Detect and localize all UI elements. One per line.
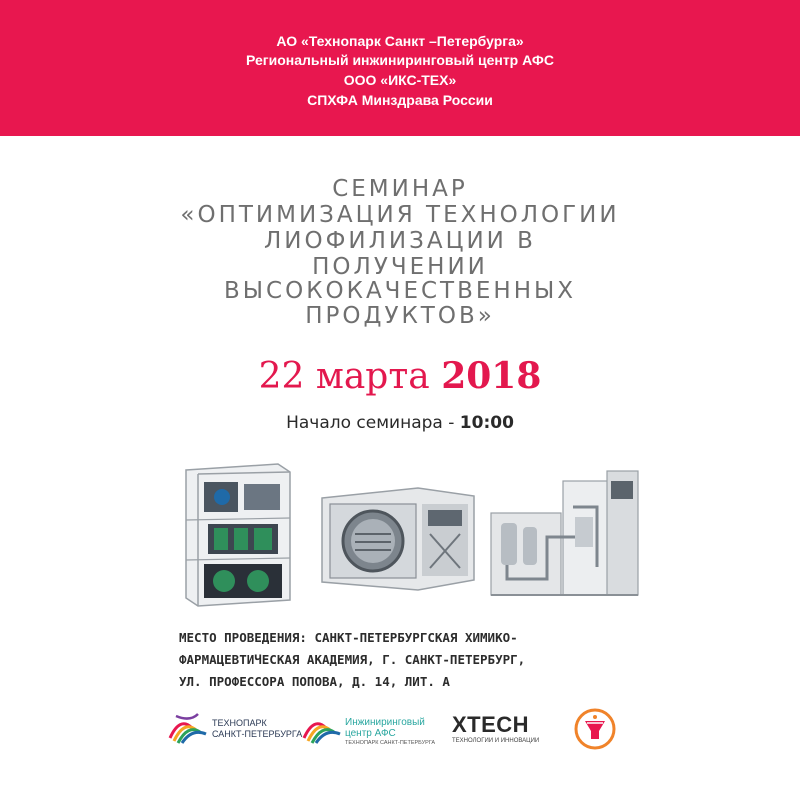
org-line: Региональный инжиниринговый центр АФС [246, 52, 554, 68]
xtech-tagline: ТЕХНОЛОГИИ И ИННОВАЦИИ [452, 738, 540, 744]
freeze-dryer-unit-icon [178, 460, 298, 610]
logo-text-line: ТЕХНОПАРК САНКТ-ПЕТЕРБУРГА [345, 740, 436, 746]
title-line: ВЫСОКОКАЧЕСТВЕННЫХ [223, 278, 577, 304]
org-line: ООО «ИКС-ТЕХ» [343, 72, 457, 88]
venue-line: ФАРМАЦЕВТИЧЕСКАЯ АКАДЕМИЯ, Г. САНКТ-ПЕТЕРБУРГ, [179, 652, 526, 667]
logo-text-line: Инжиниринговый [345, 717, 425, 728]
technopark-logo [212, 718, 302, 740]
seminar-date [0, 355, 800, 397]
technopark-logo-icon [168, 712, 208, 744]
logo-text-line: САНКТ-ПЕТЕРБУРГА [212, 729, 303, 739]
logo-text-line: ТЕХНОПАРК [212, 718, 267, 728]
lyophilizer-chamber-icon [318, 484, 478, 594]
venue-line: УЛ. ПРОФЕССОРА ПОПОВА, Д. 14, ЛИТ. А [179, 674, 450, 689]
date-day-month: 22 марта [258, 356, 430, 397]
title-line: ПРОДУКТОВ» [305, 303, 495, 329]
logo-text-line: центр АФС [345, 728, 396, 739]
process-skid-icon [487, 467, 642, 607]
title-line: «ОПТИМИЗАЦИЯ ТЕХНОЛОГИИ [180, 202, 620, 228]
start-time-value: 10:00 [459, 413, 514, 433]
title-line: ЛИОФИЛИЗАЦИИ В [264, 228, 536, 254]
org-line: АО «Технопарк Санкт –Петербурга» [276, 33, 524, 49]
venue-line: МЕСТО ПРОВЕДЕНИЯ: САНКТ-ПЕТЕРБУРГСКАЯ ХИМИКО- [179, 630, 518, 645]
academy-emblem-icon [573, 707, 617, 751]
date-year: 2018 [441, 355, 542, 397]
start-label: Начало семинара - [286, 413, 455, 433]
header-banner [0, 0, 800, 136]
xtech-logo [452, 713, 539, 745]
engineering-center-logo [345, 717, 435, 747]
engineering-center-logo-icon [302, 712, 342, 744]
title-line: ПОЛУЧЕНИИ [312, 254, 488, 280]
start-time [0, 413, 800, 433]
title-line: СЕМИНАР [332, 176, 468, 202]
xtech-name: XTECH [452, 712, 530, 737]
org-line: СПХФА Минздрава России [307, 92, 493, 108]
